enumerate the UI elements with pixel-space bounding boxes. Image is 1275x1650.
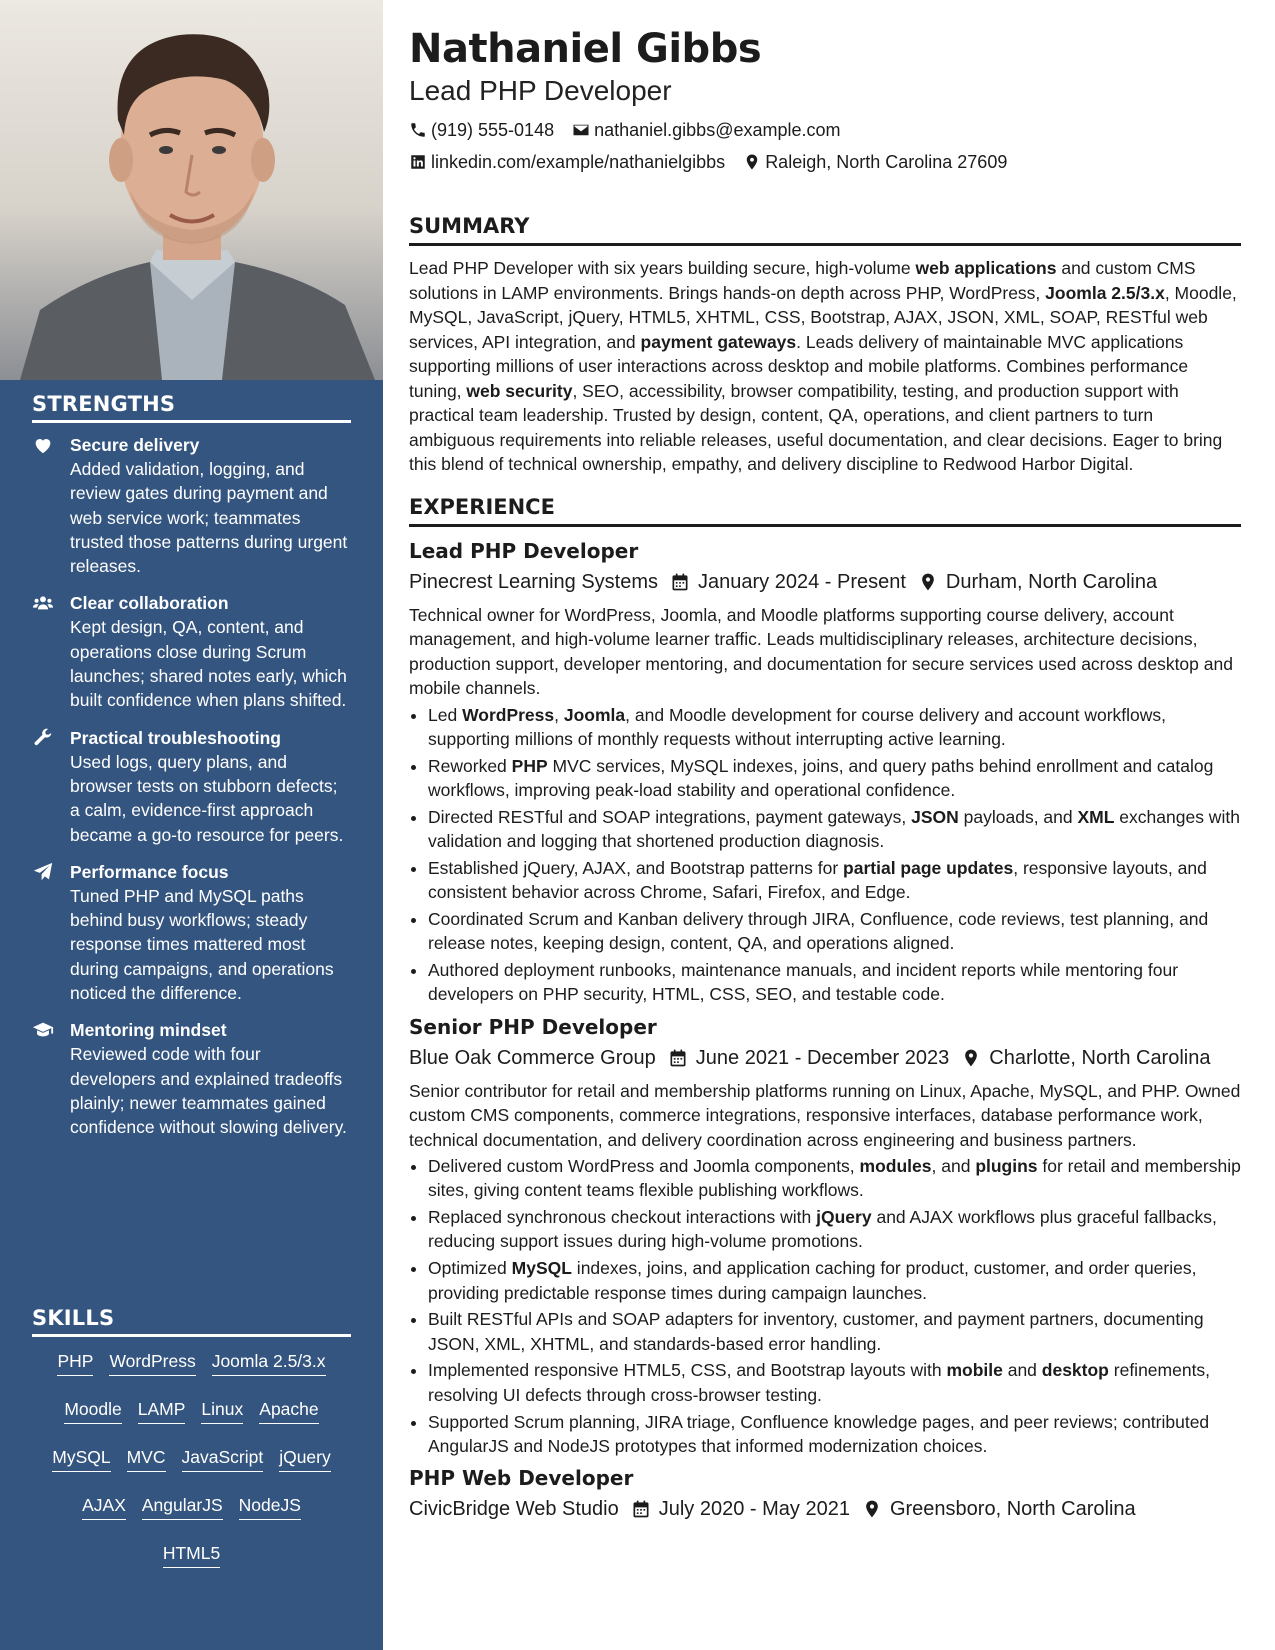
skill-tag: LAMP — [138, 1395, 186, 1424]
strength-item — [32, 1018, 351, 1139]
job-dates-text: January 2024 - Present — [698, 570, 906, 593]
job-title: Lead PHP Developer — [409, 538, 639, 563]
main-content — [409, 24, 1241, 1530]
job-location — [918, 567, 1157, 597]
text-fragment: and — [1002, 1360, 1042, 1381]
location-text: Raleigh, North Carolina 27609 — [765, 152, 1008, 172]
text-fragment: , SEO, accessibility, browser compatibility, testing, and production support with practical team leadership. Trusted by design, content, QA, operations, and client partners to turn ambiguous requirements into reliable releases, useful documentation, and clear decisions. Eager to bring this blend of technical ownership, empathy, and delivery discipline to Redwood Harbor Digital. — [409, 380, 1223, 474]
skill-tag: Apache — [259, 1395, 318, 1424]
skill-tag: JavaScript — [182, 1443, 264, 1472]
job-bullet — [428, 958, 1241, 1007]
job-meta — [409, 1494, 1241, 1524]
job-entry — [409, 537, 1241, 1007]
calendar-icon — [670, 572, 690, 592]
text-fragment: Replaced synchronous checkout interactions with — [428, 1207, 817, 1228]
location-contact — [743, 146, 1007, 178]
company-name: Blue Oak Commerce Group — [409, 1046, 656, 1069]
text-fragment: , — [554, 704, 564, 725]
contact-line-1 — [409, 114, 1241, 146]
job-dates-text: June 2021 - December 2023 — [695, 1046, 950, 1069]
job-bullet — [428, 1410, 1241, 1459]
job-bullet — [428, 1358, 1241, 1407]
experience-heading: EXPERIENCE — [409, 493, 1241, 527]
calendar-icon — [668, 1048, 688, 1068]
job-dates — [670, 567, 906, 597]
job-description: Senior contributor for retail and membership platforms running on Linux, Apache, MySQL, and PHP. Owned custom CMS components, commerce integrations, responsive interfaces, database performance work, technical documentation, and delivery coordination across engineering and business partners. — [409, 1080, 1241, 1150]
emphasis-text: payment gateways — [640, 331, 797, 352]
strength-title: Secure delivery — [70, 435, 200, 455]
contact-line-2 — [409, 146, 1241, 178]
emphasis-text: desktop — [1041, 1360, 1109, 1381]
phone-icon — [409, 121, 427, 139]
job-dates-text: July 2020 - May 2021 — [658, 1498, 850, 1521]
skill-tag: AngularJS — [142, 1491, 223, 1520]
job-bullets — [409, 703, 1241, 1007]
strength-description: Used logs, query plans, and browser tests on stubborn defects; a calm, evidence-first approach became a go-to resource for peers. — [70, 751, 344, 845]
text-fragment: MVC services, MySQL indexes, joins, and query paths behind enrollment and catalog workflows, improving peak-load stability and operational confidence. — [428, 755, 1214, 800]
job-location — [862, 1494, 1136, 1524]
company-name: Pinecrest Learning Systems — [409, 570, 659, 593]
strength-title: Mentoring mindset — [70, 1020, 227, 1041]
strength-title: Clear collaboration — [70, 593, 229, 614]
strength-description: Added validation, logging, and review gates during payment and web service work; teammates trusted those patterns during urgent releases. — [70, 459, 348, 577]
strength-text — [70, 591, 351, 712]
email-text: nathaniel.gibbs@example.com — [594, 120, 841, 140]
skill-tag: Joomla 2.5/3.x — [212, 1347, 326, 1376]
skill-tag: MySQL — [52, 1443, 110, 1472]
emphasis-text: MySQL — [511, 1258, 572, 1279]
job-dates — [631, 1494, 850, 1524]
text-fragment: Established jQuery, AJAX, and Bootstrap patterns for — [428, 857, 844, 878]
portrait-illustration — [0, 0, 383, 380]
strength-title: Performance focus — [70, 861, 229, 882]
strengths-section — [32, 392, 351, 1153]
strength-text — [70, 726, 351, 847]
job-bullet — [428, 1205, 1241, 1254]
job-title: PHP Web Developer — [409, 1466, 634, 1491]
job-bullet — [428, 1307, 1241, 1356]
text-fragment: Implemented responsive HTML5, CSS, and Bootstrap layouts with — [428, 1360, 947, 1381]
text-fragment: Optimized — [428, 1258, 512, 1279]
strength-title: Practical troubleshooting — [70, 727, 281, 748]
experience-list — [409, 537, 1241, 1525]
map-marker-icon — [961, 1048, 981, 1068]
text-fragment: Lead PHP Developer with six years building secure, high-volume — [409, 258, 916, 278]
text-fragment: Built RESTful APIs and SOAP adapters for inventory, customer, and payment partners, documenting JSON, XML, XHTML, and standards-based error handling. — [428, 1309, 1204, 1354]
text-fragment: payloads, and — [958, 806, 1078, 827]
job-bullets — [409, 1154, 1241, 1458]
heart-icon — [32, 434, 54, 456]
skill-tag: HTML5 — [163, 1539, 220, 1568]
skill-tag: jQuery — [279, 1443, 331, 1472]
phone-text: (919) 555-0148 — [431, 120, 555, 140]
text-fragment: refinements, resolving UI defects through cross-browser testing. — [428, 1360, 1211, 1405]
summary-heading: SUMMARY — [409, 212, 1241, 246]
strength-description: Kept design, QA, content, and operations close during Scrum launches; shared notes early, which built confidence when plans shifted. — [70, 617, 347, 711]
job-description: Technical owner for WordPress, Joomla, and Moodle platforms supporting course delivery, account management, and high-volume learner traffic. Leads multidisciplinary releases, architecture decisions, production support, developer mentoring, and documentation for secure services used across desktop and mobile channels. — [409, 604, 1233, 698]
text-fragment: , Moodle, MySQL, JavaScript, jQuery, HTML5, XHTML, CSS, Bootstrap, AJAX, JSON, XML, SOAP, RESTful web services, API integration, and — [409, 282, 1237, 352]
calendar-icon — [631, 1499, 651, 1519]
job-bullet — [428, 1154, 1241, 1203]
skill-tag: MVC — [127, 1443, 166, 1472]
text-fragment: exchanges with validation and logging that shortened production diagnosis. — [428, 806, 1240, 851]
emphasis-text: PHP — [511, 755, 548, 776]
graduation-cap-icon — [32, 1019, 54, 1041]
job-bullet — [428, 1256, 1241, 1305]
map-marker-icon — [743, 153, 761, 171]
skill-tag: PHP — [57, 1347, 93, 1376]
text-fragment: and custom CMS solutions in LAMP environments. Brings hands-on depth across PHP, WordPress, — [409, 258, 1196, 303]
strength-description: Tuned PHP and MySQL paths behind busy workflows; steady response times mattered most during campaigns, and operations noticed the difference. — [70, 885, 334, 1004]
strength-item — [32, 860, 351, 1005]
emphasis-text: web applications — [915, 258, 1057, 278]
job-bullet — [428, 856, 1241, 905]
emphasis-text: WordPress — [462, 704, 555, 725]
text-fragment: Supported Scrum planning, JIRA triage, Confluence knowledge pages, and peer reviews; contributed AngularJS and NodeJS prototypes that informed modernization choices. — [428, 1411, 1210, 1456]
skills-section — [32, 1306, 351, 1587]
emphasis-text: partial page updates — [843, 857, 1014, 878]
linkedin-icon — [409, 153, 427, 171]
strengths-heading: STRENGTHS — [32, 392, 351, 423]
job-entry — [409, 1013, 1241, 1459]
phone-contact[interactable] — [409, 114, 554, 146]
job-location-text: Durham, North Carolina — [945, 570, 1158, 593]
job-title: Senior PHP Developer — [409, 1014, 657, 1039]
emphasis-text: XML — [1077, 806, 1115, 827]
strength-icon-wrap — [32, 860, 70, 1005]
emphasis-text: Joomla — [563, 704, 626, 725]
job-bullet — [428, 907, 1241, 956]
job-bullet — [428, 754, 1241, 803]
map-marker-icon — [918, 572, 938, 592]
strength-icon-wrap — [32, 591, 70, 712]
strength-icon-wrap — [32, 433, 70, 578]
emphasis-text: JSON — [911, 806, 959, 827]
text-fragment: . Leads delivery of maintainable MVC applications supporting millions of user interactions across desktop and mobile platforms. Combines performance tuning, — [409, 331, 1189, 401]
text-fragment: for retail and membership sites, giving content teams flexible publishing workflows. — [428, 1156, 1241, 1201]
job-entry — [409, 1464, 1241, 1524]
emphasis-text: modules — [859, 1156, 932, 1177]
company-name: CivicBridge Web Studio — [409, 1498, 619, 1521]
job-meta — [409, 567, 1241, 597]
candidate-name: Nathaniel Gibbs — [409, 26, 762, 72]
strength-text — [70, 860, 351, 1005]
envelope-icon — [572, 121, 590, 139]
emphasis-text: mobile — [946, 1360, 1003, 1381]
strength-item — [32, 591, 351, 712]
emphasis-text: jQuery — [816, 1207, 872, 1228]
strength-icon-wrap — [32, 1018, 70, 1139]
emphasis-text: plugins — [975, 1156, 1038, 1177]
emphasis-text: web security — [466, 380, 573, 401]
strength-text — [70, 1018, 351, 1139]
job-meta — [409, 1043, 1241, 1073]
text-fragment: Coordinated Scrum and Kanban delivery through JIRA, Confluence, code reviews, test planning, and release notes, keeping design, content, QA, and operations aligned. — [428, 908, 1209, 954]
candidate-title: Lead PHP Developer — [409, 75, 672, 106]
job-bullet — [428, 805, 1241, 854]
job-bullet — [428, 703, 1241, 752]
skills-heading: SKILLS — [32, 1306, 351, 1337]
job-location-text: Charlotte, North Carolina — [989, 1046, 1211, 1069]
skill-tag: WordPress — [109, 1347, 195, 1376]
text-fragment: and AJAX workflows plus graceful fallbacks, reducing support issues during high-volume promotions. — [428, 1207, 1217, 1252]
linkedin-text: linkedin.com/example/nathanielgibbs — [431, 152, 726, 172]
text-fragment: indexes, joins, and application caching for product, customer, and order queries, providing predictable response times during campaign launches. — [428, 1258, 1197, 1303]
job-location-text: Greensboro, North Carolina — [889, 1498, 1136, 1521]
skill-tag: AJAX — [82, 1491, 126, 1520]
job-location — [961, 1043, 1210, 1073]
text-fragment: , and — [931, 1156, 976, 1177]
summary-text — [409, 256, 1241, 477]
emphasis-text: Joomla 2.5/3.x — [1045, 282, 1165, 303]
skill-tag: NodeJS — [239, 1491, 301, 1520]
text-fragment: Authored deployment runbooks, maintenance manuals, and incident reports while mentoring four developers on PHP security, HTML, CSS, SEO, and testable code. — [428, 959, 1179, 1005]
map-marker-icon — [862, 1499, 882, 1519]
linkedin-contact[interactable] — [409, 146, 725, 178]
strengths-list — [32, 433, 351, 1140]
skill-tag: Moodle — [64, 1395, 121, 1424]
strength-item — [32, 726, 351, 847]
text-fragment: , and Moodle development for course delivery and account workflows, supporting millions of monthly requests without interrupting active learning. — [428, 704, 1166, 749]
skill-tag: Linux — [201, 1395, 243, 1424]
strength-description: Reviewed code with four developers and explained tradeoffs plainly; newer teammates gained confidence without slowing delivery. — [70, 1044, 347, 1138]
text-fragment: Reworked — [428, 755, 512, 776]
wrench-icon — [32, 727, 54, 749]
profile-photo — [0, 0, 383, 380]
email-contact[interactable] — [572, 114, 840, 146]
users-icon — [32, 592, 54, 614]
sidebar — [0, 0, 383, 1650]
text-fragment: Delivered custom WordPress and Joomla components, — [428, 1156, 860, 1177]
strength-icon-wrap — [32, 726, 70, 847]
strength-item — [32, 433, 351, 578]
job-dates — [668, 1043, 950, 1073]
strength-text — [70, 433, 351, 578]
text-fragment: Led — [428, 704, 463, 725]
text-fragment: , responsive layouts, and consistent behavior across Chrome, Safari, Firefox, and Edge. — [428, 857, 1207, 903]
text-fragment: Directed RESTful and SOAP integrations, payment gateways, — [428, 806, 912, 827]
skills-list — [32, 1347, 351, 1587]
paper-plane-icon — [32, 861, 54, 883]
